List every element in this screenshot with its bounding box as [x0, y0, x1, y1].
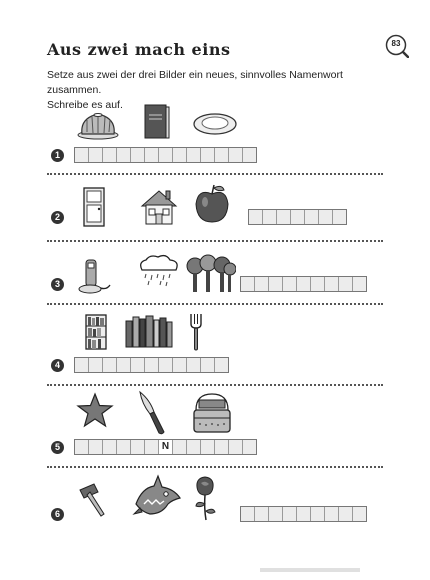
- letter-box[interactable]: [117, 358, 131, 372]
- separator-2: [47, 240, 383, 242]
- letter-box[interactable]: [215, 148, 229, 162]
- letter-box[interactable]: [291, 210, 305, 224]
- letter-box[interactable]: [201, 440, 215, 454]
- separator-5: [47, 466, 383, 468]
- letter-box[interactable]: [89, 440, 103, 454]
- letter-box[interactable]: [131, 148, 145, 162]
- letter-box[interactable]: [173, 148, 187, 162]
- letter-box[interactable]: [269, 507, 283, 521]
- books-icon: [124, 313, 174, 349]
- exercise-4-number: 4: [51, 359, 64, 372]
- exercise-1-number: 1: [51, 149, 64, 162]
- letter-box[interactable]: [243, 440, 256, 454]
- letter-box[interactable]: [117, 440, 131, 454]
- exercise-6-answer-boxes[interactable]: [240, 506, 367, 522]
- letter-box[interactable]: [339, 507, 353, 521]
- instruction-text: [47, 68, 387, 113]
- letter-box[interactable]: [297, 277, 311, 291]
- letter-box[interactable]: [243, 148, 256, 162]
- letter-box[interactable]: [325, 507, 339, 521]
- letter-box[interactable]: [353, 277, 366, 291]
- separator-4: [47, 384, 383, 386]
- letter-box[interactable]: [117, 148, 131, 162]
- separator-1: [47, 173, 383, 175]
- letter-box[interactable]: [229, 440, 243, 454]
- rose-icon: [192, 474, 218, 522]
- exercise-2-number: 2: [51, 211, 64, 224]
- letter-box[interactable]: [187, 358, 201, 372]
- fork-icon: [188, 312, 204, 352]
- letter-box[interactable]: [173, 358, 187, 372]
- house-icon: [138, 186, 180, 226]
- letter-box[interactable]: [249, 210, 263, 224]
- scan-artifact: [260, 568, 360, 572]
- exercise-3-answer-boxes[interactable]: [240, 276, 367, 292]
- letter-box[interactable]: [103, 440, 117, 454]
- bundt-cake-icon: [76, 108, 120, 140]
- letter-box[interactable]: [297, 507, 311, 521]
- exercise-1-answer-boxes[interactable]: [74, 147, 257, 163]
- exercise-2-answer-boxes[interactable]: [248, 209, 347, 225]
- letter-box[interactable]: [145, 148, 159, 162]
- letter-box[interactable]: [311, 507, 325, 521]
- letter-box[interactable]: [255, 507, 269, 521]
- letter-box[interactable]: [201, 148, 215, 162]
- letter-box[interactable]: [173, 440, 187, 454]
- letter-box[interactable]: [325, 277, 339, 291]
- letter-box[interactable]: [269, 277, 283, 291]
- shark-icon: [132, 474, 184, 518]
- bookshelf-icon: [84, 313, 108, 351]
- letter-box[interactable]: [131, 358, 145, 372]
- telephone-icon: [76, 257, 114, 295]
- letter-box[interactable]: [75, 148, 89, 162]
- letter-box[interactable]: [187, 148, 201, 162]
- letter-box[interactable]: [263, 210, 277, 224]
- letter-box[interactable]: [215, 358, 228, 372]
- door-icon: [82, 186, 106, 228]
- letter-box[interactable]: [319, 210, 333, 224]
- forest-icon: [186, 254, 236, 294]
- exercise-6-number: 6: [51, 508, 64, 521]
- letter-box[interactable]: [333, 210, 346, 224]
- exercise-5-number: 5: [51, 441, 64, 454]
- rain-cloud-icon: [136, 252, 182, 288]
- letter-box[interactable]: [187, 440, 201, 454]
- letter-box[interactable]: [241, 277, 255, 291]
- letter-box[interactable]: [75, 440, 89, 454]
- hammer-icon: [76, 482, 110, 518]
- letter-box[interactable]: [305, 210, 319, 224]
- letter-box[interactable]: [339, 277, 353, 291]
- exercise-4-answer-boxes[interactable]: [74, 357, 229, 373]
- letter-box[interactable]: [201, 358, 215, 372]
- star-icon: [76, 392, 114, 428]
- letter-box[interactable]: [283, 507, 297, 521]
- letter-box[interactable]: [145, 358, 159, 372]
- letter-box[interactable]: [89, 358, 103, 372]
- letter-box[interactable]: [283, 277, 297, 291]
- letter-box[interactable]: [75, 358, 89, 372]
- knife-icon: [136, 390, 168, 436]
- letter-box[interactable]: [131, 440, 145, 454]
- letter-box[interactable]: [241, 507, 255, 521]
- lunchbox-icon: [190, 388, 234, 436]
- given-letter-box: N: [159, 440, 173, 454]
- letter-box[interactable]: [145, 440, 159, 454]
- letter-box[interactable]: [159, 148, 173, 162]
- letter-box[interactable]: [103, 358, 117, 372]
- plate-icon: [192, 110, 238, 136]
- page-number-badge: [385, 34, 409, 58]
- apple-icon: [192, 182, 232, 226]
- instruction-line-1: Setze aus zwei der drei Bilder ein neues, sinnvolles Namenwort zusammen.: [47, 69, 343, 96]
- letter-box[interactable]: [159, 358, 173, 372]
- letter-box[interactable]: [103, 148, 117, 162]
- letter-box[interactable]: [255, 277, 269, 291]
- book-icon: [142, 103, 170, 141]
- page-title: Aus zwei mach eins: [47, 40, 231, 59]
- letter-box[interactable]: [277, 210, 291, 224]
- letter-box[interactable]: [229, 148, 243, 162]
- letter-box[interactable]: [215, 440, 229, 454]
- exercise-3-number: 3: [51, 278, 64, 291]
- letter-box[interactable]: [89, 148, 103, 162]
- exercise-5-answer-boxes[interactable]: [74, 439, 257, 455]
- letter-box[interactable]: [311, 277, 325, 291]
- instruction-line-2: Schreibe es auf.: [47, 99, 123, 111]
- page-number: 83: [391, 39, 401, 48]
- separator-3: [47, 303, 383, 305]
- letter-box[interactable]: [353, 507, 366, 521]
